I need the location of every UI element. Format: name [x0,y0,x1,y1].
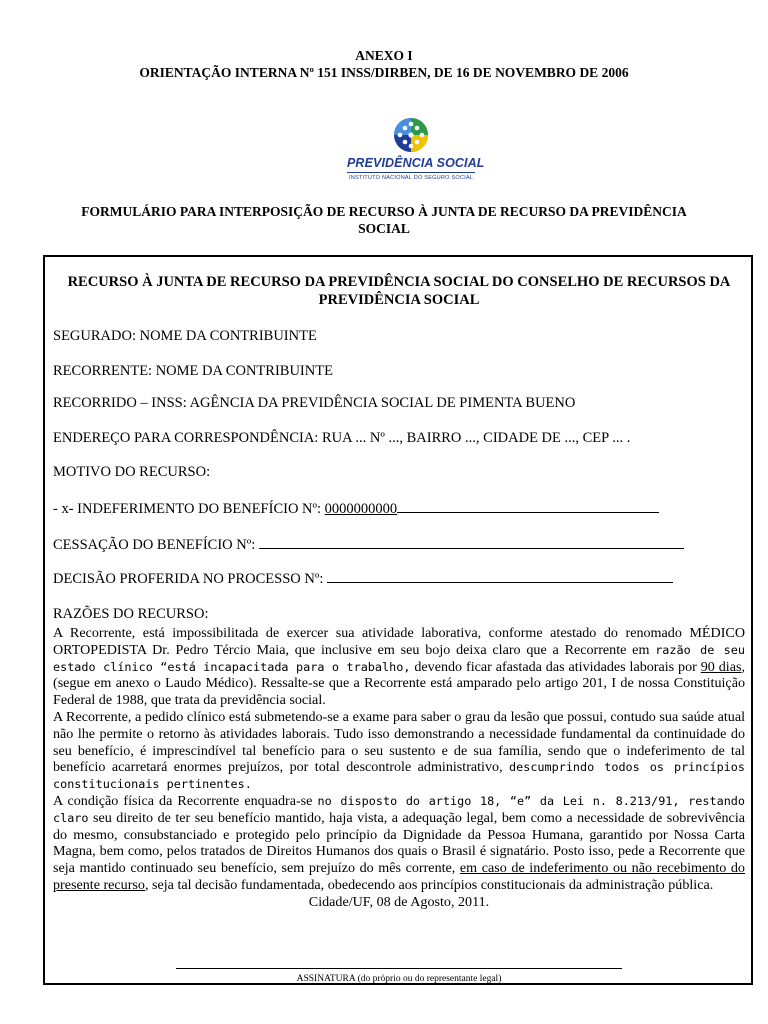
cessacao-line [53,536,684,554]
globe-icon [343,116,479,156]
box-title: RECURSO À JUNTA DE RECURSO DA PREVIDÊNCIA SOCIAL DO CONSELHO DE RECURSOS DA PREVIDÊNCIA SOCIAL [67,274,731,308]
reasons-body [53,625,745,911]
reasons-paragraph-3: A condição física da Recorrente enquadra-se no disposto do artigo 18, “e” da Lei n. 8.213/91, restando claro seu direito de ter seu benefício mantido, haja vista, a adequação legal, bem como a necessidade de sobrevivência do mesmo, consubstanciado e protegido pelo princípio da Dignidade da Pessoa Humana, garantido por Nossa Carta Magna, bem como, pelos tratados de Direitos Humanos dos quais o Brasil é signatário. Posto isso, pede a Recorrente que seja mantido continuado seu benefício, sem prejuízo do mês corrente, em caso de indeferimento ou não recebimento do presente recurso, seja tal decisão fundamentada, obedecendo aos princípios constitucionais da administração pública. [53,792,745,893]
annex-heading: ANEXO I [355,48,413,63]
city-date: Cidade/UF, 08 de Agosto, 2011. [308,893,490,910]
recorrente-line: RECORRENTE: NOME DA CONTRIBUINTE [53,363,333,379]
motivo-label: MOTIVO DO RECURSO: [53,464,211,480]
decisao-line [53,570,673,588]
segurado-line: SEGURADO: NOME DA CONTRIBUINTE [53,328,317,344]
logo-name: PREVIDÊNCIA SOCIAL [347,156,485,170]
indeferimento-number: 0000000000 [324,501,398,517]
form-title: FORMULÁRIO PARA INTERPOSIÇÃO DE RECURSO À JUNTA DE RECURSO DA PREVIDÊNCIA SOCIAL [81,204,687,236]
cessacao-blank[interactable] [259,536,684,549]
decisao-blank[interactable] [327,570,673,583]
logo-divider [347,172,475,173]
indeferimento-blank[interactable] [397,500,659,513]
days-underlined: 90 dias [700,658,742,675]
indeferimento-label: - x- INDEFERIMENTO DO BENEFÍCIO Nº: [53,501,322,517]
signature-line[interactable] [176,968,622,969]
decisao-label: DECISÃO PROFERIDA NO PROCESSO Nº: [53,571,324,587]
recorrido-line: RECORRIDO – INSS: AGÊNCIA DA PREVIDÊNCIA SOCIAL DE PIMENTA BUENO [53,395,576,411]
signature-label: ASSINATURA (do próprio ou do representante legal) [296,974,502,984]
logo-subtitle: INSTITUTO NACIONAL DO SEGURO SOCIAL [349,175,474,181]
indeferimento-line [53,500,659,518]
reasons-paragraph-2: A Recorrente, a pedido clínico está submetendo-se a exame para saber o grau da lesão que possui, contudo sua saúde atual não lhe permite o retorno às atividades laborais. Tudo isso demonstrando a necessidade fundamental da continuidade do seu benefício, é imprescindível tal benefício para o seu sustento e de sua família, sendo que o indeferimento de tal benefício acarretará enormes prejuízos, por total descontrole administrativo, descumprindo todos os princípios constitucionais pertinentes. [53,708,745,792]
razoes-label: RAZÕES DO RECURSO: [53,606,209,622]
orientation-heading: ORIENTAÇÃO INTERNA Nº 151 INSS/DIRBEN, DE 16 DE NOVEMBRO DE 2006 [139,65,629,80]
previdencia-social-logo [343,116,485,188]
reasons-paragraph-1: A Recorrente, está impossibilitada de exercer sua atividade laborativa, conforme atestado do renomado MÉDICO ORTOPEDISTA Dr. Pedro Tércio Maia, que inclusive em seu bojo deixa claro que a Recorrente em razão de seu estado clínico “está incapacitada para o trabalho, devendo ficar afastada das atividades laborais por 90 dias, (segue em anexo o Laudo Médico). Ressalte-se que a Recorrente está amparado pelo artigo 201, I de nossa Constituição Federal de 1988, que trata da previdência social. [53,625,745,709]
underlined-clause: em caso de indeferimento ou não recebimento do presente recurso [53,860,745,893]
cessacao-label: CESSAÇÃO DO BENEFÍCIO Nº: [53,537,256,553]
endereco-line: ENDEREÇO PARA CORRESPONDÊNCIA: RUA ... Nº ..., BAIRRO ..., CIDADE DE ..., CEP ... . [53,430,631,446]
